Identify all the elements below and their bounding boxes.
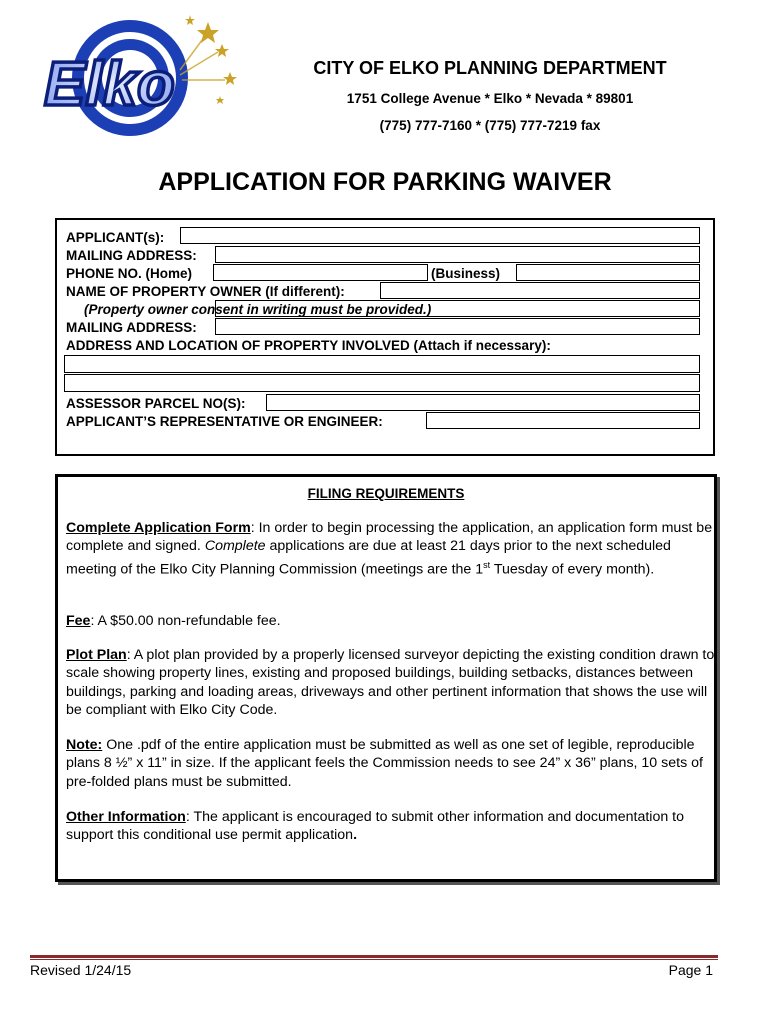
complete-text-2: applications are due at least 21 days prior to the next scheduled meeting of the Elko City Planning Commission (meetings are the 1 xyxy=(66,538,671,578)
representative-field[interactable] xyxy=(426,412,700,429)
department-phone: (775) 777-7160 * (775) 777-7219 fax xyxy=(379,118,601,133)
mailing-address-field[interactable] xyxy=(215,246,700,263)
phone-home-field[interactable] xyxy=(213,264,428,281)
fee-paragraph xyxy=(66,612,716,630)
applicants-field[interactable] xyxy=(180,227,700,244)
revision-date: Revised 1/24/15 xyxy=(30,962,132,978)
fee-label: Fee xyxy=(66,613,91,629)
note-label: Note: xyxy=(66,737,103,753)
phone-business-field[interactable] xyxy=(516,264,700,281)
representative-label: APPLICANT’S REPRESENTATIVE OR ENGINEER: xyxy=(66,414,383,429)
consent-note: (Property owner consent in writing must be provided.) xyxy=(84,302,432,317)
department-address: 1751 College Avenue * Elko * Nevada * 89801 xyxy=(346,91,634,106)
property-location-field-2[interactable] xyxy=(64,374,700,392)
logo-text: Elko xyxy=(44,50,175,119)
complete-italic: Complete xyxy=(204,538,266,555)
complete-text-1: : In order to begin processing the application, an application form must be complete and signed. xyxy=(66,520,713,555)
complete-sup: st xyxy=(483,559,491,570)
phone-business-label: (Business) xyxy=(431,266,501,281)
property-owner-field[interactable] xyxy=(380,282,700,299)
footer-rule-thin xyxy=(30,959,718,960)
page-title: APPLICATION FOR PARKING WAIVER xyxy=(158,168,612,196)
plot-plan-paragraph xyxy=(66,646,716,720)
other-text: : The applicant is encouraged to submit other information and documentation to support this conditional use permit application xyxy=(66,809,684,844)
property-owner-label: NAME OF PROPERTY OWNER (If different): xyxy=(66,284,345,299)
mailing-address-label: MAILING ADDRESS: xyxy=(66,248,197,263)
fee-text: : A $50.00 non-refundable fee. xyxy=(90,613,281,629)
mailing-address-2-field[interactable] xyxy=(215,318,700,335)
complete-application-paragraph xyxy=(66,519,716,579)
footer-rule xyxy=(30,955,718,958)
plot-label: Plot Plan xyxy=(66,647,127,663)
other-label: Other Information xyxy=(66,809,186,825)
assessor-parcel-label: ASSESSOR PARCEL NO(S): xyxy=(66,396,246,411)
note-paragraph xyxy=(66,736,716,791)
other-period: . xyxy=(353,827,358,844)
department-name: CITY OF ELKO PLANNING DEPARTMENT xyxy=(313,58,667,78)
assessor-parcel-field[interactable] xyxy=(266,394,700,411)
complete-text-3: Tuesday of every month). xyxy=(490,561,655,578)
complete-label: Complete Application Form xyxy=(66,520,251,536)
page-number: Page 1 xyxy=(668,962,713,978)
note-text: One .pdf of the entire application must be submitted as well as one set of legible, reproducible plans 8 ½” x 11” in size. If the applicant feels the Commission needs to see 24” x 36” plans, 10 sets of pre-folded plans must be submitted. xyxy=(66,737,703,790)
mailing-address-2-label: MAILING ADDRESS: xyxy=(66,320,197,335)
property-location-field-1[interactable] xyxy=(64,355,700,373)
filing-heading: FILING REQUIREMENTS xyxy=(307,486,465,501)
other-information-paragraph xyxy=(66,808,716,845)
phone-home-label: PHONE NO. (Home) xyxy=(66,266,193,281)
plot-text: : A plot plan provided by a properly licensed surveyor depicting the existing condition drawn to scale showing property lines, existing and proposed buildings, building setbacks, distances between buildings, parking and loading areas, driveways and other pertinent information that shows the use will be compliant with Elko City Code. xyxy=(66,647,715,719)
applicants-label: APPLICANT(s): xyxy=(66,230,165,245)
property-location-label: ADDRESS AND LOCATION OF PROPERTY INVOLVED (Attach if necessary): xyxy=(66,338,551,353)
